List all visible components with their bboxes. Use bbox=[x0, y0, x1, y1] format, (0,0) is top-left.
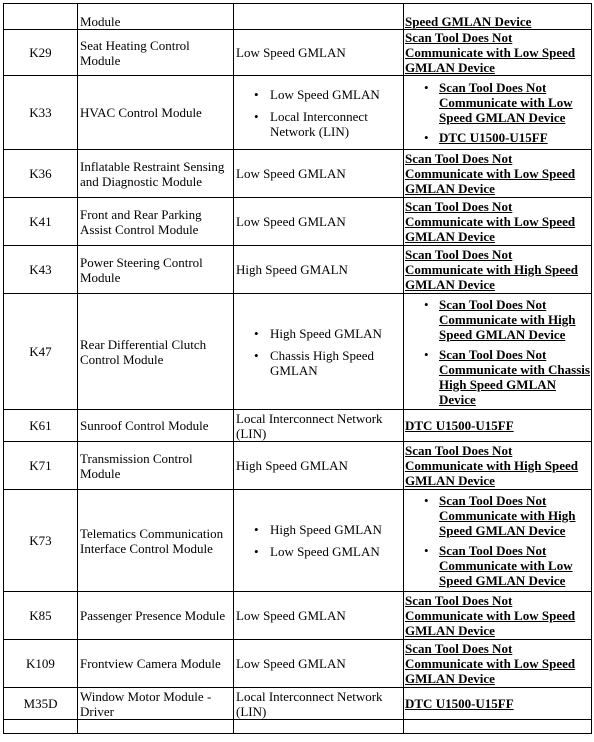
diagnostic-link[interactable]: DTC U1500-U15FF bbox=[405, 418, 514, 433]
diagnostic-link[interactable]: Scan Tool Does Not Communicate with Low Speed GMLAN Device bbox=[405, 641, 576, 686]
module-name: Sunroof Control Module bbox=[78, 410, 234, 442]
module-id: K61 bbox=[4, 410, 78, 442]
module-id: K41 bbox=[4, 198, 78, 246]
module-id bbox=[4, 720, 78, 734]
diagnostic-link[interactable]: Scan Tool Does Not Communicate with High Speed GMLAN Device bbox=[439, 296, 576, 342]
module-name bbox=[78, 720, 234, 734]
table-row bbox=[4, 76, 592, 150]
diagnostic-link[interactable]: Scan Tool Does Not Communicate with Low Speed GMLAN Device bbox=[439, 543, 573, 588]
module-name: Transmission Control Module bbox=[78, 442, 234, 490]
table-row bbox=[4, 640, 592, 688]
connection-item: • High Speed GMLAN bbox=[270, 522, 403, 537]
diagnostic-link[interactable]: Scan Tool Does Not Communicate with Low Speed GMLAN Device bbox=[405, 199, 576, 244]
module-name: Inflatable Restraint Sensing and Diagnostic Module bbox=[78, 150, 234, 198]
diagnostic-link[interactable]: Scan Tool Does Not Communicate with Low Speed GMLAN Device bbox=[439, 80, 573, 125]
table-row bbox=[4, 246, 592, 294]
diagnostic-link-list bbox=[405, 493, 591, 588]
connection-item: • Chassis High Speed GMLAN bbox=[270, 348, 403, 378]
connection-type: Low Speed GMLAN bbox=[234, 150, 404, 198]
table-row bbox=[4, 688, 592, 720]
table-row bbox=[4, 30, 592, 76]
connection-type: Low Speed GMLAN bbox=[234, 30, 404, 76]
module-id bbox=[4, 4, 78, 30]
module-id: K33 bbox=[4, 76, 78, 150]
module-id: K47 bbox=[4, 294, 78, 410]
module-name: Module bbox=[78, 4, 234, 30]
diagnostic-link[interactable]: Scan Tool Does Not Communicate with High Speed GMLAN Device bbox=[439, 493, 576, 538]
table-row bbox=[4, 294, 592, 410]
connection-item: • Low Speed GMLAN bbox=[270, 87, 403, 102]
table-row bbox=[4, 4, 592, 30]
connection-item: • Local Interconnect Network (LIN) bbox=[270, 109, 403, 139]
module-name: Seat Heating Control Module bbox=[78, 30, 234, 76]
module-id: K29 bbox=[4, 30, 78, 76]
diagnostic-link[interactable]: Scan Tool Does Not Communicate with Chassis High Speed GMLAN Device bbox=[439, 346, 590, 407]
module-name: Passenger Presence Module bbox=[78, 592, 234, 640]
module-id: K73 bbox=[4, 490, 78, 592]
connection-item: • High Speed GMLAN bbox=[270, 326, 403, 341]
connection-list bbox=[236, 522, 403, 559]
module-name: HVAC Control Module bbox=[78, 76, 234, 150]
connection-type: Local Interconnect Network (LIN) bbox=[234, 688, 404, 720]
connection-list bbox=[236, 326, 403, 378]
module-name: Window Motor Module - Driver bbox=[78, 688, 234, 720]
connection-type bbox=[234, 4, 404, 30]
connection-type: Low Speed GMLAN bbox=[234, 592, 404, 640]
diagnostic-link[interactable]: Scan Tool Does Not Communicate with Low Speed GMLAN Device bbox=[405, 593, 576, 638]
module-name: Telematics Communication Interface Control Module bbox=[78, 490, 234, 592]
module-name: Frontview Camera Module bbox=[78, 640, 234, 688]
connection-type: High Speed GMALN bbox=[234, 246, 404, 294]
table-row bbox=[4, 410, 592, 442]
diagnostic-link[interactable]: Scan Tool Does Not Communicate with Low Speed GMLAN Device bbox=[405, 151, 576, 196]
diagnostic-link-list bbox=[405, 297, 591, 407]
connection-type: Low Speed GMLAN bbox=[234, 640, 404, 688]
table-row bbox=[4, 198, 592, 246]
module-id: K43 bbox=[4, 246, 78, 294]
module-id: K71 bbox=[4, 442, 78, 490]
module-id: K36 bbox=[4, 150, 78, 198]
connection-type: Local Interconnect Network (LIN) bbox=[234, 410, 404, 442]
table-row bbox=[4, 720, 592, 734]
module-table bbox=[3, 3, 592, 734]
connection-type bbox=[234, 720, 404, 734]
table-row bbox=[4, 442, 592, 490]
module-id: M35D bbox=[4, 688, 78, 720]
module-name: Rear Differential Clutch Control Module bbox=[78, 294, 234, 410]
table-row bbox=[4, 490, 592, 592]
connection-type: Low Speed GMLAN bbox=[234, 198, 404, 246]
module-id: K85 bbox=[4, 592, 78, 640]
connection-type: High Speed GMLAN bbox=[234, 442, 404, 490]
diagnostic-link-list bbox=[405, 80, 591, 145]
diagnostic-link[interactable]: Speed GMLAN Device bbox=[405, 14, 532, 29]
module-id: K109 bbox=[4, 640, 78, 688]
diagnostic-link[interactable]: Scan Tool Does Not Communicate with High Speed GMLAN Device bbox=[405, 443, 578, 488]
module-name: Power Steering Control Module bbox=[78, 246, 234, 294]
connection-list bbox=[236, 87, 403, 139]
diagnostic-link[interactable]: Scan Tool Does Not Communicate with Low Speed GMLAN Device bbox=[405, 30, 576, 75]
module-name: Front and Rear Parking Assist Control Module bbox=[78, 198, 234, 246]
diagnostic-link[interactable]: DTC U1500-U15FF bbox=[439, 130, 548, 145]
diagnostic-link[interactable]: Scan Tool Does Not Communicate with High Speed GMLAN Device bbox=[405, 247, 578, 292]
table-row bbox=[4, 592, 592, 640]
connection-item: • Low Speed GMLAN bbox=[270, 544, 403, 559]
table-row bbox=[4, 150, 592, 198]
diagnostic-link[interactable]: DTC U1500-U15FF bbox=[405, 696, 514, 711]
